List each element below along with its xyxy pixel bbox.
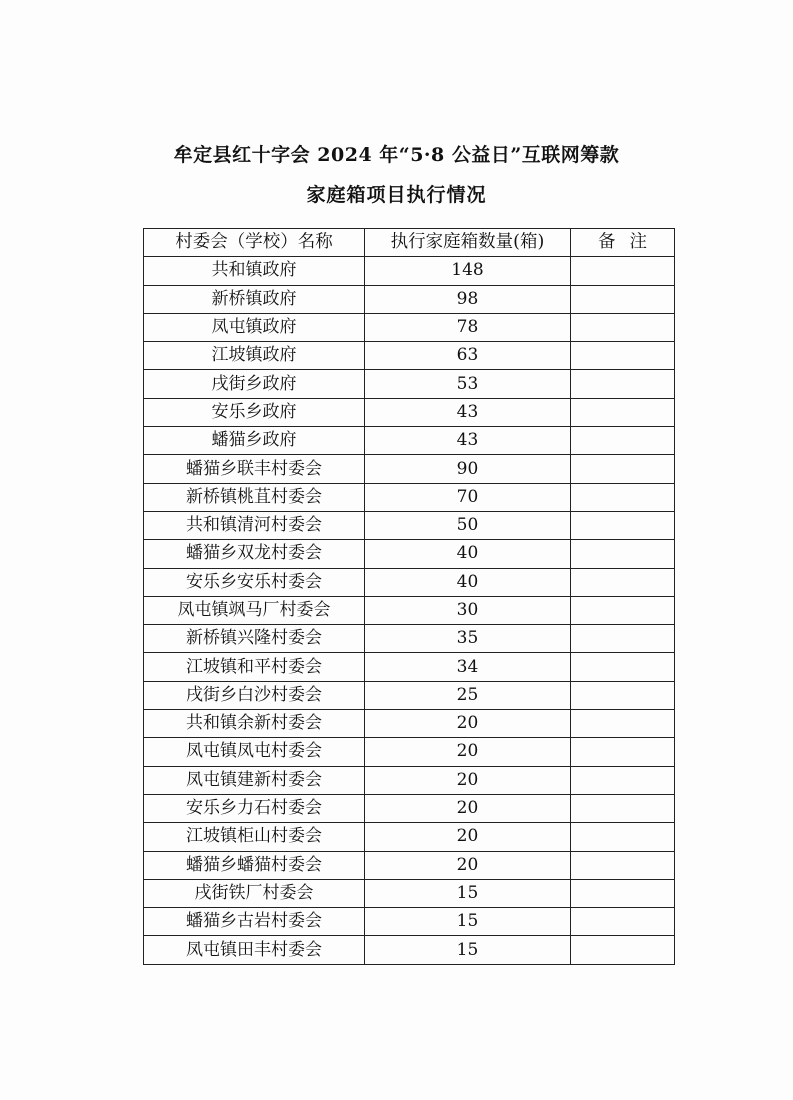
cell-quantity: 70 [365,483,571,511]
cell-note [571,370,675,398]
cell-note [571,342,675,370]
cell-note [571,257,675,285]
table-row [144,710,675,738]
table-row [144,257,675,285]
cell-name: 凤屯镇飒马厂村委会 [144,596,365,624]
cell-note [571,625,675,653]
table-row [144,596,675,624]
cell-quantity: 30 [365,596,571,624]
cell-name: 共和镇政府 [144,257,365,285]
cell-name: 蟠猫乡蟠猫村委会 [144,851,365,879]
table-row [144,738,675,766]
cell-quantity: 98 [365,285,571,313]
table-header-row [144,229,675,257]
cell-quantity: 35 [365,625,571,653]
table-row [144,794,675,822]
table-row [144,540,675,568]
cell-note [571,483,675,511]
cell-name: 江坡镇和平村委会 [144,653,365,681]
cell-quantity: 20 [365,766,571,794]
cell-note [571,738,675,766]
cell-name: 江坡镇政府 [144,342,365,370]
table-row [144,766,675,794]
cell-quantity: 40 [365,568,571,596]
cell-name: 蟠猫乡古岩村委会 [144,908,365,936]
cell-quantity: 15 [365,908,571,936]
cell-name: 凤屯镇凤屯村委会 [144,738,365,766]
table-row [144,625,675,653]
table-row [144,936,675,964]
cell-quantity: 20 [365,710,571,738]
cell-quantity: 90 [365,455,571,483]
cell-name: 凤屯镇政府 [144,313,365,341]
cell-name: 戌街铁厂村委会 [144,879,365,907]
cell-quantity: 50 [365,511,571,539]
cell-name: 新桥镇兴隆村委会 [144,625,365,653]
cell-name: 安乐乡政府 [144,398,365,426]
cell-quantity: 20 [365,851,571,879]
cell-quantity: 148 [365,257,571,285]
table-row [144,908,675,936]
cell-note [571,398,675,426]
table-row [144,313,675,341]
cell-note [571,427,675,455]
document-subtitle: 家庭箱项目执行情况 [306,184,487,206]
cell-quantity: 20 [365,794,571,822]
cell-note [571,823,675,851]
cell-note [571,936,675,964]
cell-note [571,540,675,568]
cell-name: 江坡镇柜山村委会 [144,823,365,851]
cell-note [571,879,675,907]
cell-name: 蟠猫乡双龙村委会 [144,540,365,568]
cell-note [571,681,675,709]
cell-name: 戌街乡政府 [144,370,365,398]
cell-name: 新桥镇桃苴村委会 [144,483,365,511]
table-row [144,568,675,596]
cell-quantity: 15 [365,936,571,964]
cell-note [571,908,675,936]
cell-note [571,455,675,483]
table-row [144,823,675,851]
table-body [144,257,675,964]
table-row [144,879,675,907]
cell-note [571,794,675,822]
cell-quantity: 53 [365,370,571,398]
table-row [144,342,675,370]
cell-note [571,285,675,313]
cell-note [571,313,675,341]
table-row [144,370,675,398]
cell-quantity: 63 [365,342,571,370]
cell-quantity: 20 [365,738,571,766]
table-row [144,483,675,511]
cell-quantity: 34 [365,653,571,681]
table-row [144,398,675,426]
table-row [144,427,675,455]
table-row [144,511,675,539]
cell-name: 蟠猫乡政府 [144,427,365,455]
cell-quantity: 43 [365,398,571,426]
cell-quantity: 43 [365,427,571,455]
cell-quantity: 20 [365,823,571,851]
cell-name: 共和镇清河村委会 [144,511,365,539]
table-row [144,285,675,313]
header-note: 备注 [571,229,675,257]
cell-name: 凤屯镇田丰村委会 [144,936,365,964]
cell-note [571,511,675,539]
table-row [144,455,675,483]
cell-name: 凤屯镇建新村委会 [144,766,365,794]
cell-note [571,568,675,596]
cell-quantity: 15 [365,879,571,907]
cell-name: 共和镇余新村委会 [144,710,365,738]
cell-quantity: 25 [365,681,571,709]
cell-note [571,710,675,738]
cell-note [571,851,675,879]
cell-name: 蟠猫乡联丰村委会 [144,455,365,483]
cell-note [571,653,675,681]
document-title: 牟定县红十字会 2024 年“5·8 公益日”互联网筹款 [173,144,620,166]
cell-quantity: 40 [365,540,571,568]
cell-name: 新桥镇政府 [144,285,365,313]
cell-name: 戌街乡白沙村委会 [144,681,365,709]
table-row [144,681,675,709]
cell-note [571,766,675,794]
table-row [144,653,675,681]
cell-quantity: 78 [365,313,571,341]
cell-name: 安乐乡力石村委会 [144,794,365,822]
cell-note [571,596,675,624]
table-row [144,851,675,879]
execution-table [143,228,675,965]
header-quantity: 执行家庭箱数量(箱) [365,229,571,257]
cell-name: 安乐乡安乐村委会 [144,568,365,596]
header-name: 村委会（学校）名称 [144,229,365,257]
